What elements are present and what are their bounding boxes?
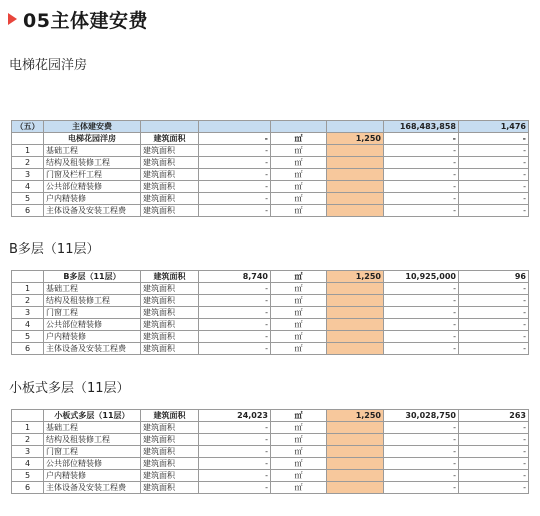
total-row-amount: 168,483,858 xyxy=(384,121,459,133)
total-row-cell xyxy=(327,121,384,133)
subtotal-row xyxy=(12,410,529,422)
row-number: 1 xyxy=(12,422,44,434)
row-item-name: 主体设备及安装工程费 xyxy=(44,205,141,217)
section-heading-1: 电梯花园洋房 xyxy=(9,58,88,73)
row-item-name: 结构及租装修工程 xyxy=(44,157,141,169)
subtotal-name: B多层（11层） xyxy=(44,271,141,283)
row-m2: ㎡ xyxy=(271,193,327,205)
row-number: 4 xyxy=(12,319,44,331)
row-amount: - xyxy=(384,157,459,169)
subtotal-number xyxy=(12,410,44,422)
row-number: 5 xyxy=(12,331,44,343)
row-m2: ㎡ xyxy=(271,434,327,446)
table-row xyxy=(12,458,529,470)
row-area: - xyxy=(199,343,271,355)
subtotal-area: 8,740 xyxy=(199,271,271,283)
row-per-area: - xyxy=(459,458,529,470)
row-item-name: 结构及租装修工程 xyxy=(44,434,141,446)
row-number: 6 xyxy=(12,205,44,217)
row-m2: ㎡ xyxy=(271,343,327,355)
row-unit-price-input[interactable] xyxy=(327,458,384,470)
subtotal-unit-price[interactable]: 1,250 xyxy=(327,133,384,145)
row-area: - xyxy=(199,295,271,307)
subtotal-row xyxy=(12,271,529,283)
row-m2: ㎡ xyxy=(271,295,327,307)
row-item-name: 户内精装修 xyxy=(44,331,141,343)
row-m2: ㎡ xyxy=(271,470,327,482)
row-unit: 建筑面积 xyxy=(141,307,199,319)
row-unit: 建筑面积 xyxy=(141,145,199,157)
row-item-name: 公共部位精装修 xyxy=(44,458,141,470)
row-amount: - xyxy=(384,470,459,482)
row-item-name: 基础工程 xyxy=(44,145,141,157)
row-area: - xyxy=(199,181,271,193)
row-amount: - xyxy=(384,205,459,217)
row-unit: 建筑面积 xyxy=(141,446,199,458)
subtotal-unit: 建筑面积 xyxy=(141,271,199,283)
row-amount: - xyxy=(384,319,459,331)
row-unit: 建筑面积 xyxy=(141,169,199,181)
row-unit: 建筑面积 xyxy=(141,205,199,217)
row-unit-price-input[interactable] xyxy=(327,145,384,157)
row-per-area: - xyxy=(459,205,529,217)
row-unit-price-input[interactable] xyxy=(327,307,384,319)
row-area: - xyxy=(199,422,271,434)
row-area: - xyxy=(199,157,271,169)
total-row-cell xyxy=(271,121,327,133)
row-unit-price-input[interactable] xyxy=(327,446,384,458)
subtotal-area: - xyxy=(199,133,271,145)
total-row-per-area: 1,476 xyxy=(459,121,529,133)
row-per-area: - xyxy=(459,193,529,205)
total-row xyxy=(12,121,529,133)
row-amount: - xyxy=(384,446,459,458)
row-number: 2 xyxy=(12,434,44,446)
row-unit-price-input[interactable] xyxy=(327,482,384,494)
row-area: - xyxy=(199,169,271,181)
table-row xyxy=(12,295,529,307)
row-m2: ㎡ xyxy=(271,331,327,343)
total-row-cell xyxy=(141,121,199,133)
row-unit-price-input[interactable] xyxy=(327,193,384,205)
row-unit-price-input[interactable] xyxy=(327,205,384,217)
cost-table-3 xyxy=(11,409,529,494)
row-item-name: 主体设备及安装工程费 xyxy=(44,343,141,355)
table-row xyxy=(12,193,529,205)
row-unit: 建筑面积 xyxy=(141,343,199,355)
subtotal-unit: 建筑面积 xyxy=(141,410,199,422)
row-per-area: - xyxy=(459,331,529,343)
row-item-name: 门窗及栏杆工程 xyxy=(44,169,141,181)
table-row xyxy=(12,169,529,181)
row-number: 3 xyxy=(12,446,44,458)
row-unit-price-input[interactable] xyxy=(327,422,384,434)
row-unit-price-input[interactable] xyxy=(327,319,384,331)
row-area: - xyxy=(199,307,271,319)
table-row xyxy=(12,470,529,482)
row-item-name: 门窗工程 xyxy=(44,446,141,458)
row-unit: 建筑面积 xyxy=(141,283,199,295)
row-amount: - xyxy=(384,458,459,470)
row-unit: 建筑面积 xyxy=(141,482,199,494)
row-area: - xyxy=(199,193,271,205)
row-unit-price-input[interactable] xyxy=(327,343,384,355)
row-m2: ㎡ xyxy=(271,422,327,434)
row-area: - xyxy=(199,446,271,458)
cost-table-1 xyxy=(11,120,529,217)
row-per-area: - xyxy=(459,343,529,355)
title-triangle-icon xyxy=(8,13,17,25)
table-row xyxy=(12,343,529,355)
row-area: - xyxy=(199,331,271,343)
row-unit: 建筑面积 xyxy=(141,422,199,434)
total-row-cell xyxy=(199,121,271,133)
table-row xyxy=(12,446,529,458)
row-amount: - xyxy=(384,307,459,319)
row-m2: ㎡ xyxy=(271,482,327,494)
row-item-name: 主体设备及安装工程费 xyxy=(44,482,141,494)
row-item-name: 基础工程 xyxy=(44,283,141,295)
row-amount: - xyxy=(384,434,459,446)
table-row xyxy=(12,331,529,343)
row-amount: - xyxy=(384,331,459,343)
subtotal-unit: 建筑面积 xyxy=(141,133,199,145)
row-area: - xyxy=(199,145,271,157)
subtotal-m2: ㎡ xyxy=(271,271,327,283)
row-m2: ㎡ xyxy=(271,169,327,181)
table-row xyxy=(12,181,529,193)
row-area: - xyxy=(199,319,271,331)
row-area: - xyxy=(199,434,271,446)
row-number: 6 xyxy=(12,482,44,494)
row-per-area: - xyxy=(459,319,529,331)
table-row xyxy=(12,434,529,446)
row-number: 4 xyxy=(12,458,44,470)
row-per-area: - xyxy=(459,446,529,458)
row-unit-price-input[interactable] xyxy=(327,331,384,343)
row-unit: 建筑面积 xyxy=(141,470,199,482)
row-m2: ㎡ xyxy=(271,319,327,331)
row-amount: - xyxy=(384,283,459,295)
table-row xyxy=(12,145,529,157)
page-title: 05主体建安费 xyxy=(23,9,148,32)
subtotal-amount: 10,925,000 xyxy=(384,271,459,283)
row-amount: - xyxy=(384,295,459,307)
row-unit: 建筑面积 xyxy=(141,331,199,343)
row-per-area: - xyxy=(459,283,529,295)
row-per-area: - xyxy=(459,181,529,193)
row-unit: 建筑面积 xyxy=(141,319,199,331)
row-item-name: 基础工程 xyxy=(44,422,141,434)
row-number: 2 xyxy=(12,157,44,169)
row-area: - xyxy=(199,482,271,494)
subtotal-unit-price[interactable]: 1,250 xyxy=(327,410,384,422)
table-row xyxy=(12,307,529,319)
row-area: - xyxy=(199,470,271,482)
row-item-name: 门窗工程 xyxy=(44,307,141,319)
row-amount: - xyxy=(384,422,459,434)
row-per-area: - xyxy=(459,422,529,434)
row-m2: ㎡ xyxy=(271,458,327,470)
subtotal-m2: ㎡ xyxy=(271,410,327,422)
row-area: - xyxy=(199,205,271,217)
table-row xyxy=(12,205,529,217)
row-number: 3 xyxy=(12,169,44,181)
table-row xyxy=(12,422,529,434)
row-unit-price-input[interactable] xyxy=(327,283,384,295)
subtotal-per-area: 96 xyxy=(459,271,529,283)
row-unit-price-input[interactable] xyxy=(327,470,384,482)
row-number: 4 xyxy=(12,181,44,193)
section-heading-3: 小板式多层（11层） xyxy=(9,381,130,396)
table-row xyxy=(12,319,529,331)
row-per-area: - xyxy=(459,157,529,169)
section-heading-2: B多层（11层） xyxy=(9,242,100,257)
total-row-name: 主体建安费 xyxy=(44,121,141,133)
row-m2: ㎡ xyxy=(271,157,327,169)
subtotal-amount: 30,028,750 xyxy=(384,410,459,422)
row-item-name: 公共部位精装修 xyxy=(44,181,141,193)
subtotal-amount: - xyxy=(384,133,459,145)
row-item-name: 公共部位精装修 xyxy=(44,319,141,331)
subtotal-per-area: 263 xyxy=(459,410,529,422)
row-per-area: - xyxy=(459,482,529,494)
table-row xyxy=(12,283,529,295)
row-area: - xyxy=(199,283,271,295)
subtotal-number xyxy=(12,133,44,145)
row-m2: ㎡ xyxy=(271,446,327,458)
table-row xyxy=(12,482,529,494)
table-row xyxy=(12,157,529,169)
row-unit-price-input[interactable] xyxy=(327,295,384,307)
row-amount: - xyxy=(384,482,459,494)
subtotal-area: 24,023 xyxy=(199,410,271,422)
row-amount: - xyxy=(384,193,459,205)
cost-table-2 xyxy=(11,270,529,355)
subtotal-name: 电梯花园洋房 xyxy=(44,133,141,145)
row-unit: 建筑面积 xyxy=(141,181,199,193)
row-unit-price-input[interactable] xyxy=(327,434,384,446)
total-row-number: （五） xyxy=(12,121,44,133)
row-m2: ㎡ xyxy=(271,307,327,319)
row-number: 5 xyxy=(12,470,44,482)
row-unit-price-input[interactable] xyxy=(327,181,384,193)
row-per-area: - xyxy=(459,470,529,482)
row-m2: ㎡ xyxy=(271,145,327,157)
row-per-area: - xyxy=(459,434,529,446)
row-m2: ㎡ xyxy=(271,181,327,193)
row-amount: - xyxy=(384,169,459,181)
row-item-name: 户内精装修 xyxy=(44,193,141,205)
row-unit: 建筑面积 xyxy=(141,295,199,307)
row-per-area: - xyxy=(459,307,529,319)
page-title-bar xyxy=(8,6,148,32)
row-unit-price-input[interactable] xyxy=(327,157,384,169)
row-unit: 建筑面积 xyxy=(141,434,199,446)
row-per-area: - xyxy=(459,295,529,307)
row-amount: - xyxy=(384,145,459,157)
subtotal-row xyxy=(12,133,529,145)
row-item-name: 结构及租装修工程 xyxy=(44,295,141,307)
row-unit: 建筑面积 xyxy=(141,458,199,470)
row-number: 1 xyxy=(12,145,44,157)
row-unit-price-input[interactable] xyxy=(327,169,384,181)
row-amount: - xyxy=(384,181,459,193)
row-per-area: - xyxy=(459,169,529,181)
row-m2: ㎡ xyxy=(271,283,327,295)
row-number: 5 xyxy=(12,193,44,205)
subtotal-unit-price[interactable]: 1,250 xyxy=(327,271,384,283)
row-per-area: - xyxy=(459,145,529,157)
row-unit: 建筑面积 xyxy=(141,157,199,169)
subtotal-name: 小板式多层（11层） xyxy=(44,410,141,422)
row-number: 2 xyxy=(12,295,44,307)
row-number: 6 xyxy=(12,343,44,355)
row-unit: 建筑面积 xyxy=(141,193,199,205)
row-amount: - xyxy=(384,343,459,355)
row-item-name: 户内精装修 xyxy=(44,470,141,482)
row-number: 3 xyxy=(12,307,44,319)
subtotal-number xyxy=(12,271,44,283)
subtotal-per-area: - xyxy=(459,133,529,145)
row-number: 1 xyxy=(12,283,44,295)
row-area: - xyxy=(199,458,271,470)
row-m2: ㎡ xyxy=(271,205,327,217)
subtotal-m2: ㎡ xyxy=(271,133,327,145)
